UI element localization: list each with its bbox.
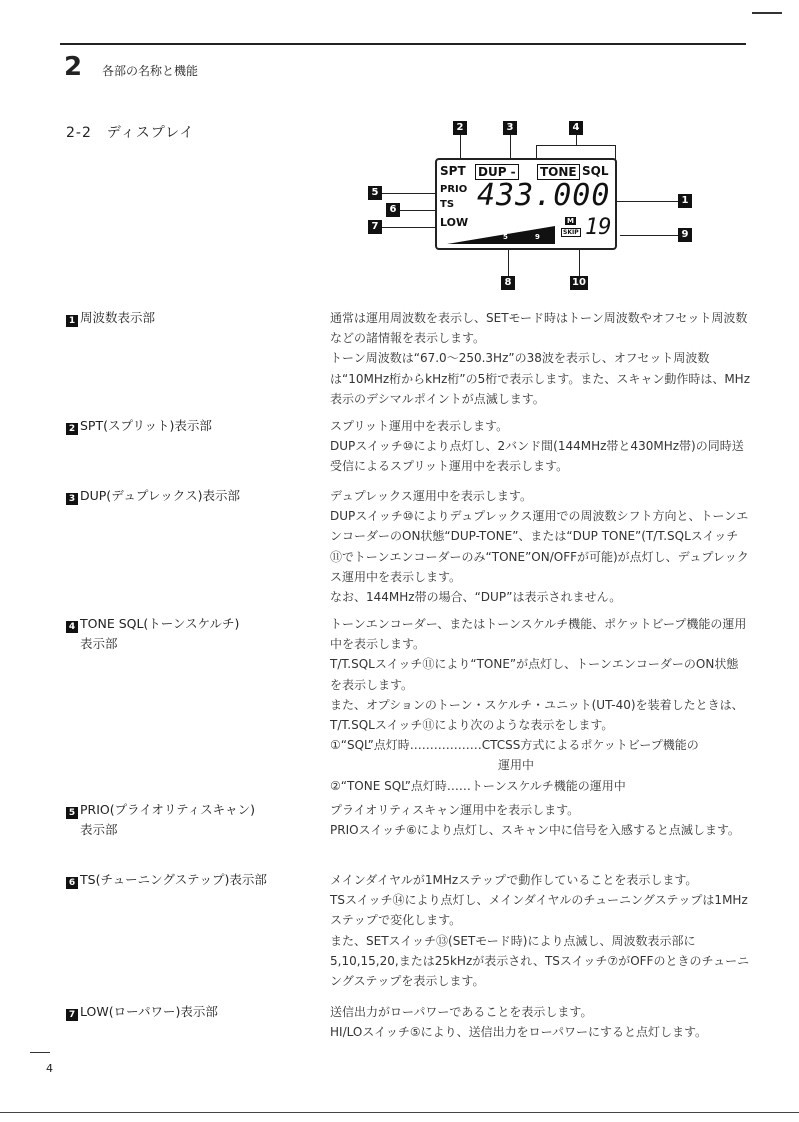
paragraph: トーン周波数は“67.0～250.3Hz”の38波を表示し、オフセット周波数は“10MHz桁からkHz桁”の5桁で表示します。また、スキャン動作時は、MHz表示のデシマルポイントが点滅します。 <box>330 351 751 406</box>
lcd-spt: SPT <box>440 164 466 178</box>
lcd-tone: TONE <box>537 164 580 180</box>
entry-label-5 <box>66 800 255 840</box>
callout-2: 2 <box>453 121 467 135</box>
label-text-2: 表示部 <box>80 636 118 651</box>
paragraph: 通常は運用周波数を表示し、SETモード時はトーン周波数やオフセット周波数などの諸情報を表示します。 <box>330 311 748 346</box>
entry-label-6 <box>66 870 267 890</box>
chapter-title: 各部の名称と機能 <box>102 64 199 78</box>
meter-label-5: 5 <box>503 233 508 241</box>
entry-body-6 <box>330 870 750 991</box>
lcd-memory-channel: 19 <box>585 215 612 240</box>
label-text: TS(チューニングステップ)表示部 <box>80 872 267 887</box>
meter-label-1: 1 <box>465 233 470 241</box>
entry-label-7 <box>66 1002 218 1022</box>
paragraph: なお、144MHz帯の場合、“DUP”は表示されません。 <box>330 590 622 605</box>
marker-4: 4 <box>66 621 78 633</box>
leader-line <box>382 193 439 194</box>
callout-5: 5 <box>368 186 382 200</box>
label-text: TONE SQL(トーンスケルチ) <box>80 616 240 631</box>
label-text: SPT(スプリット)表示部 <box>80 418 212 433</box>
lcd-dup: DUP - <box>475 164 519 180</box>
paragraph: 送信出力がローパワーであることを表示します。 <box>330 1005 593 1019</box>
label-text-2: 表示部 <box>80 822 118 837</box>
callout-10: 10 <box>570 276 588 290</box>
label-text: LOW(ローパワー)表示部 <box>80 1004 218 1019</box>
paragraph: PRIOスイッチ⑥により点灯し、スキャン中に信号を入感すると点滅します。 <box>330 823 740 838</box>
entry-body-1 <box>330 308 750 409</box>
label-text: 周波数表示部 <box>80 310 156 325</box>
paragraph: DUPスイッチ⑩により点灯し、2バンド間(144MHz帯と430MHz帯)の同時送受信によるスプリット運用中を表示します。 <box>330 439 744 474</box>
paragraph: また、SETスイッチ⑬(SETモード時)により点滅し、周波数表示部に5,10,15,20,または25kHzが表示され、TSスイッチ⑦がOFFのときのチューニングステップを表示します。 <box>330 933 750 989</box>
paragraph: スプリット運用中を表示します。 <box>330 419 509 433</box>
entry-label-1 <box>66 308 155 328</box>
leader-line <box>620 235 678 236</box>
paragraph: メインダイヤルが1MHzステップで動作していることを表示します。 <box>330 873 698 887</box>
section-title: 2-2 ディスプレイ <box>66 125 195 141</box>
leader-line <box>579 250 580 276</box>
paragraph: ②“TONE SQL”点灯時……トーンスケルチ機能の運用中 <box>330 778 626 793</box>
entry-body-7 <box>330 1002 750 1042</box>
lcd-sql: SQL <box>582 164 609 178</box>
lcd-skip: SKIP <box>563 229 579 236</box>
corner-tick <box>752 12 782 14</box>
callout-4: 4 <box>569 121 583 135</box>
paragraph: DUPスイッチ⑩によりデュプレックス運用での周波数シフト方向と、トーンエンコーダーのON状態“DUP-TONE”、または“DUP TONE”(T/T.SQLスイッチ⑪でトーンエンコーダーのみ“TONE”ON/OFFが可能)が点灯し、デュプレックス運用中を表示します。 <box>330 509 749 584</box>
leader-line <box>510 135 511 160</box>
display-diagram <box>360 118 700 308</box>
marker-5: 5 <box>66 807 78 819</box>
marker-7: 7 <box>66 1009 78 1021</box>
leader-line <box>400 210 439 211</box>
paragraph: TSスイッチ⑭により点灯し、メインダイヤルのチューニングステップは1MHzステップで変化します。 <box>330 893 748 928</box>
label-text: PRIO(プライオリティスキャン) <box>80 802 256 817</box>
leader-line <box>576 135 577 145</box>
leader-line <box>382 227 439 228</box>
callout-8: 8 <box>501 276 515 290</box>
lcd-panel <box>435 158 617 250</box>
callout-7: 7 <box>368 220 382 234</box>
callout-1: 1 <box>678 194 692 208</box>
paragraph: デュプレックス運用中を表示します。 <box>330 489 532 503</box>
entry-label-2 <box>66 416 212 436</box>
entry-body-4 <box>330 614 750 796</box>
page-number-rule <box>30 1052 50 1053</box>
paragraph: T/T.SQLスイッチ⑪により“TONE”が点灯し、トーンエンコーダーのON状態を表示します。 <box>330 657 739 692</box>
paragraph: トーンエンコーダー、またはトーンスケルチ機能、ポケットビープ機能の運用中を表示します。 <box>330 617 747 652</box>
leader-line <box>508 250 509 276</box>
s-meter <box>445 224 557 246</box>
callout-3: 3 <box>503 121 517 135</box>
meter-label-9: 9 <box>535 233 540 241</box>
lcd-ts: TS <box>440 199 455 210</box>
entry-body-5 <box>330 800 750 840</box>
paragraph: HI/LOスイッチ⑤により、送信出力をローパワーにすると点灯します。 <box>330 1025 708 1040</box>
page-number: 4 <box>46 1062 53 1075</box>
bottom-rule <box>0 1112 799 1113</box>
callout-9: 9 <box>678 228 692 242</box>
header-rule <box>60 43 746 45</box>
label-text: DUP(デュプレックス)表示部 <box>80 488 240 503</box>
entry-label-4 <box>66 614 239 654</box>
marker-1: 1 <box>66 315 78 327</box>
marker-6: 6 <box>66 877 78 889</box>
paragraph: ①“SQL”点灯時………………CTCSS方式によるポケットビープ機能の <box>330 738 699 753</box>
chapter-number: 2 <box>64 52 83 82</box>
leader-line <box>536 145 616 146</box>
lcd-low: LOW <box>440 216 469 229</box>
paragraph: 運用中 <box>330 758 535 773</box>
entry-label-3 <box>66 486 240 506</box>
lcd-frequency: 433.000 <box>477 178 611 213</box>
entry-body-3 <box>330 486 750 607</box>
entry-body-2 <box>330 416 750 477</box>
marker-2: 2 <box>66 423 78 435</box>
leader-line <box>460 135 461 160</box>
callout-6: 6 <box>386 203 400 217</box>
lcd-memory-mark: M <box>567 217 574 225</box>
lcd-prio: PRIO <box>440 184 468 195</box>
marker-3: 3 <box>66 493 78 505</box>
paragraph: プライオリティスキャン運用中を表示します。 <box>330 803 580 817</box>
paragraph: また、オプションのトーン・スケルチ・ユニット(UT-40)を装着したときは、T/T.SQLスイッチ⑪により次のような表示をします。 <box>330 697 744 733</box>
